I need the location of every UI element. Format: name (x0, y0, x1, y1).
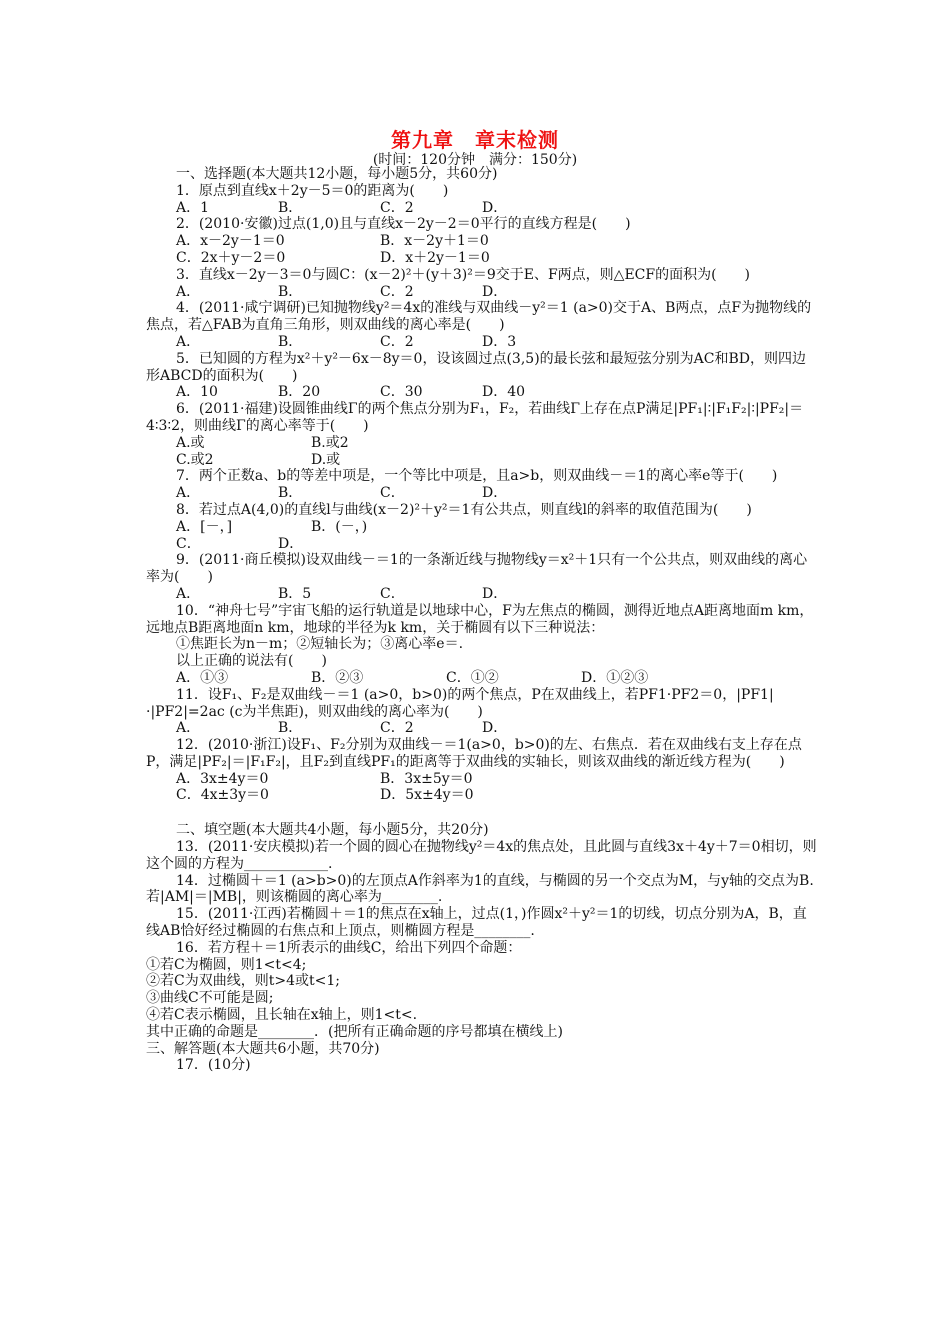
option-b: B． (278, 720, 303, 737)
question-6: 6．(2011·福建)设圆锥曲线Γ的两个焦点分别为F₁，F₂，若曲线Γ上存在点P满足|PF₁|∶|F₁F₂|∶|PF₂|＝4∶3∶2，则曲线Γ的离心率等于( ) (146, 401, 804, 434)
option-a: A．1 (176, 199, 210, 216)
option-a: A． (176, 585, 201, 602)
option-d: D．①②③ (581, 669, 649, 686)
option-a: A． (176, 485, 201, 502)
question-16-answer: 其中正确的命题是________．(把所有正确命题的序号都填在横线上) (146, 1023, 563, 1040)
option-d: D．x＋2y－1＝0 (380, 249, 490, 266)
options-11 (146, 720, 818, 737)
option-a: A．①③ (176, 669, 229, 686)
option-d: D． (482, 283, 508, 300)
option-c: C．①② (446, 669, 499, 686)
option-d: D． (482, 585, 508, 602)
options-2 (146, 233, 818, 250)
section-heading: 二、填空题(本大题共4小题，每小题5分，共20分) (176, 822, 489, 839)
options-10 (146, 670, 818, 687)
option-a: A． (176, 333, 201, 350)
proposition-4: ④若C表示椭圆，且长轴在x轴上，则1<t<. (146, 1007, 418, 1024)
exam-info: (时间：120分钟 满分：150分) (372, 152, 578, 168)
option-d: D． (482, 485, 508, 502)
proposition-3: ③曲线C不可能是圆; (146, 990, 274, 1007)
question-10-statements: ①焦距长为n－m；②短轴长为；③离心率e＝. (176, 636, 464, 653)
option-c: C．2 (380, 199, 414, 216)
option-b: B.或2 (311, 434, 349, 451)
question-13: 13．(2011·安庆模拟)若一个圆的圆心在抛物线y²＝4x的焦点处，且此圆与直线3x＋4y＋7＝0相切，则这个圆的方程为____________. (146, 839, 817, 872)
options-3 (146, 284, 818, 301)
options-1 (146, 200, 818, 217)
proposition-2: ②若C为双曲线，则t>4或t<1; (146, 973, 340, 990)
option-a: A．x－2y－1＝0 (176, 233, 285, 250)
option-d: D．40 (482, 384, 526, 401)
option-d: D． (278, 535, 304, 552)
option-d: D． (482, 720, 508, 737)
option-c: C．4x±3y＝0 (176, 787, 269, 804)
options-2b (146, 250, 818, 267)
option-b: B． (278, 485, 303, 502)
option-c: C．2 (380, 720, 414, 737)
option-a: A．[－，] (176, 518, 233, 535)
option-c: C．2 (380, 283, 414, 300)
option-a: A.或 (176, 434, 205, 451)
option-c: C．2 (380, 333, 414, 350)
question-14: 14．过椭圆＋＝1 (a>b>0)的左顶点A作斜率为1的直线，与椭圆的另一个交点为M，与y轴的交点为B.若|AM|＝|MB|，则该椭圆的离心率为________. (146, 872, 814, 906)
option-c: C． (380, 585, 405, 602)
exam-body (146, 166, 818, 1074)
options-8 (146, 519, 818, 536)
options-5 (146, 384, 818, 401)
proposition-1: ①若C为椭圆，则1<t<4; (146, 956, 307, 973)
options-7 (146, 485, 818, 502)
option-b: B．(－，) (311, 518, 368, 535)
option-d: D.或 (311, 451, 341, 468)
question-9: 9．(2011·商丘模拟)设双曲线－＝1的一条渐近线与抛物线y＝x²＋1只有一个公共点，则双曲线的离心率为( ) (146, 552, 808, 586)
options-9 (146, 586, 818, 603)
section-heading: 三、解答题(本大题共6小题，共70分) (146, 1040, 380, 1057)
question-15: 15．(2011·江西)若椭圆＋＝1的焦点在x轴上，过点(1，)作圆x²＋y²＝1的切线，切点分别为A，B，直线AB恰好经过椭圆的右焦点和上顶点，则椭圆方程是________. (146, 906, 807, 940)
options-4 (146, 334, 818, 351)
option-b: B．x－2y＋1＝0 (380, 233, 489, 250)
option-c: C． (176, 535, 201, 552)
option-b: B．5 (278, 585, 312, 602)
question-4: 4．(2011·咸宁调研)已知抛物线y²＝4x的准线与双曲线－y²＝1 (a>0)交于A、B两点，点F为抛物线的焦点，若△FAB为直角三角形，则双曲线的离心率是( ) (146, 300, 812, 334)
option-b: B． (278, 199, 303, 216)
options-6 (146, 435, 818, 452)
question-12: 12．(2010·浙江)设F₁、F₂分别为双曲线－＝1(a>0，b>0)的左、右焦点．若在双曲线右支上存在点P，满足|PF₂|＝|F₁F₂|，且F₂到直线PF₁的距离等于双曲线的实轴长，则该双曲线的渐近线方程为( ) (146, 737, 802, 770)
question-7: 7．两个正数a、b的等差中项是，一个等比中项是，且a>b，则双曲线－＝1的离心率e等于( ) (176, 468, 778, 485)
option-c: C.或2 (176, 451, 214, 468)
options-8b (146, 536, 818, 553)
options-6b (146, 452, 818, 469)
options-12b (146, 787, 818, 804)
option-b: B． (278, 283, 303, 300)
option-a: A． (176, 283, 201, 300)
option-c: C． (380, 485, 405, 502)
question-5: 5．已知圆的方程为x²＋y²－6x－8y＝0，设该圆过点(3,5)的最长弦和最短弦分别为AC和BD，则四边形ABCD的面积为( ) (146, 350, 806, 384)
question-11: 11．设F₁、F₂是双曲线－＝1 (a>0，b>0)的两个焦点，P在双曲线上，若PF1·PF2＝0，|PF1|·|PF2|=2ac (c为半焦距)，则双曲线的离心率为( ) (146, 686, 774, 720)
option-d: D．5x±4y＝0 (380, 787, 474, 804)
option-d: D．3 (482, 333, 517, 350)
option-a: A． (176, 720, 201, 737)
option-c: C．30 (380, 384, 423, 401)
options-12 (146, 771, 818, 788)
question-17: 17．(10分) (176, 1057, 251, 1074)
option-c: C．2x＋y－2＝0 (176, 249, 286, 266)
option-b: B．3x±5y＝0 (380, 770, 473, 787)
option-a: A．3x±4y＝0 (176, 770, 269, 787)
question-3: 3．直线x－2y－3＝0与圆C：(x－2)²＋(y＋3)²＝9交于E、F两点，则△ECF的面积为( ) (176, 266, 751, 283)
option-b: B．②③ (311, 669, 364, 686)
section-heading: 一、选择题(本大题共12小题，每小题5分，共60分) (176, 166, 498, 182)
question-10-prompt: 以上正确的说法有( ) (176, 653, 327, 670)
option-b: B． (278, 333, 303, 350)
page-title: 第九章 章末检测 (391, 128, 559, 152)
option-d: D． (482, 199, 508, 216)
option-a: A．10 (176, 384, 218, 401)
question-16: 16．若方程＋＝1所表示的曲线C，给出下列四个命题： (176, 939, 522, 956)
question-2: 2．(2010·安徽)过点(1,0)且与直线x－2y－2＝0平行的直线方程是( ) (176, 216, 631, 233)
question-10: 10．“神舟七号”宇宙飞船的运行轨道是以地球中心，F为左焦点的椭圆，测得近地点A距离地面m km，远地点B距离地面n km，地球的半径为k km，关于椭圆有以下三种说法： (146, 602, 814, 636)
option-b: B．20 (278, 384, 321, 401)
question-1: 1．原点到直线x＋2y－5＝0的距离为( ) (176, 182, 449, 199)
question-8: 8．若过点A(4,0)的直线l与曲线(x－2)²＋y²＝1有公共点，则直线l的斜率的取值范围为( ) (176, 501, 752, 518)
